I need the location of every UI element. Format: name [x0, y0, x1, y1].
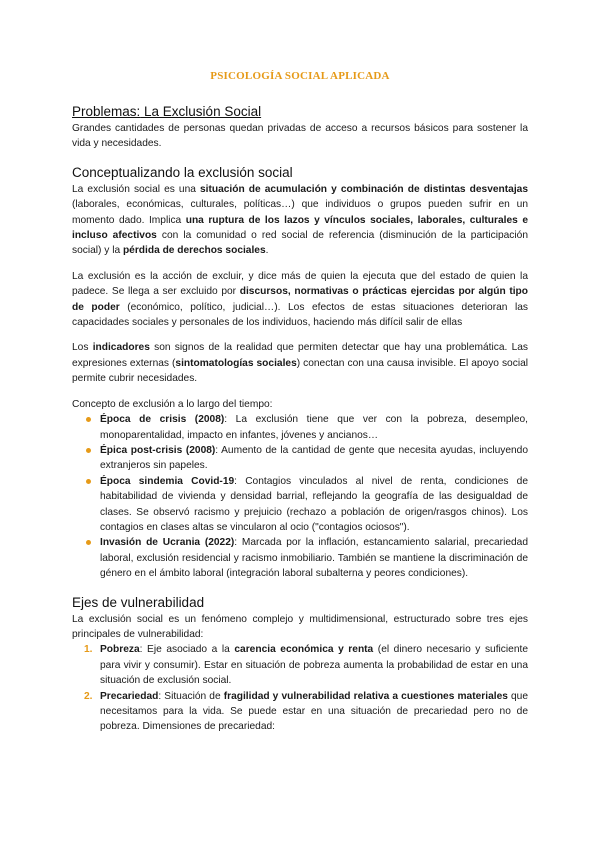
bold-run: Precariedad — [100, 690, 159, 702]
bold-run: Época de crisis (2008) — [100, 414, 225, 426]
bold-run: situación de acumulación y combinación de distintas desventajas — [199, 183, 528, 195]
text-run: : Situación de — [158, 690, 224, 702]
text-run: : Eje asociado a la — [139, 644, 235, 656]
bullet-icon — [86, 448, 91, 453]
bold-run: indicadores — [92, 342, 150, 354]
text-run: ) conectan con una causa invisible. El apoyo social permite cubrir necesidades. — [72, 357, 529, 385]
bullet-icon — [86, 417, 91, 422]
list-number: 2. — [84, 690, 93, 702]
text-run: (laborales, económicas, culturales, políticas…) que individuos o grupos pueden sufrir en un momento dado. Implica — [72, 199, 528, 226]
bold-run: Invasión de Ucrania (2022) — [100, 537, 235, 549]
text-run: . — [265, 245, 269, 257]
paragraph-concepto-tiempo: Concepto de exclusión a lo largo del tiempo: — [72, 398, 273, 410]
text-run: : Aumento de la cantidad de gente que necesita ayudas, incluyendo extranjeros sin papeles. — [100, 444, 528, 472]
section-heading-problemas — [72, 104, 528, 119]
list-item — [72, 535, 528, 581]
heading-prefix: Problemas: — [72, 104, 141, 119]
text-run: son signos de la realidad que permiten detectar que hay una problemática. Las expresiones externas ( — [72, 342, 528, 369]
document-page — [72, 70, 528, 735]
list-item — [72, 474, 528, 536]
bold-run: discursos, normativas o prácticas ejercidas por algún tipo de poder — [72, 286, 528, 313]
bold-run: carencia económica y renta — [234, 644, 374, 656]
text-run: Los — [72, 342, 93, 354]
list-item — [72, 689, 528, 735]
heading-rest: La Exclusión Social — [140, 104, 262, 119]
paragraph-indicadores — [72, 340, 528, 386]
text-run: (el dinero necesario y suficiente para vivir y consumir). Estar en situación de pobreza aumenta la probabilidad de estar en una situación de exclusión social. — [100, 644, 528, 687]
paragraph-problemas: Grandes cantidades de personas quedan privadas de acceso a recursos básicos para sostener la vida y necesidades. — [72, 123, 528, 150]
bold-run: Época sindemia Covid-19 — [100, 475, 235, 487]
text-run: (económico, político, judicial…). Los efectos de estas situaciones deterioran las capacidades sociales y personales de los individuos, haciendo más difícil salir de ellas — [72, 301, 528, 329]
bold-run: sintomatologías sociales — [175, 357, 297, 369]
list-item — [72, 443, 528, 474]
bold-run: fragilidad y vulnerabilidad relativa a cuestiones materiales — [223, 690, 508, 702]
text-run: La exclusión social es una — [72, 183, 200, 195]
timeline-list — [72, 412, 528, 581]
bold-run: Épica post-crisis (2008) — [100, 444, 216, 456]
bold-run: Pobreza — [100, 644, 140, 656]
document-title: PSICOLOGÍA SOCIAL APLICADA — [210, 70, 390, 82]
text-run: : Contagios vinculados al nivel de renta, condiciones de habitabilidad de vivienda y densidad barrial, reflejando la geografía de las desigualdad de clases. Se observó racismo y prejuicio (rechazo a población de origen/rasgos chinos). Los contagios en clases altas se vincularon al ocio ("contagios ociosos"). — [100, 475, 529, 533]
text-run: que necesitamos para la vida. Se puede estar en una situación de precariedad pero no de pobreza. Dimensiones de precariedad: — [100, 690, 529, 733]
list-item — [72, 412, 528, 443]
text-run: : La exclusión tiene que ver con la pobreza, desempleo, monoparentalidad, impacto en infantes, jóvenes y ancianos… — [100, 414, 528, 441]
list-number: 1. — [84, 644, 93, 656]
bullet-icon — [86, 540, 91, 545]
bold-run: una ruptura de los lazos y vínculos sociales, laborales, culturales e incluso afectivos — [72, 214, 528, 242]
text-run: con la comunidad o red social de referencia (disminución de la participación social) y la — [72, 230, 528, 257]
section-heading-conceptualizando: Conceptualizando la exclusión social — [72, 164, 293, 180]
paragraph-definition — [72, 182, 528, 259]
bullet-icon — [86, 479, 91, 484]
text-run: La exclusión es la acción de excluir, y dice más de quien la ejecuta que del estado de quien la padece. Se llega a ser excluido por — [72, 270, 528, 298]
bold-run: pérdida de derechos sociales — [122, 245, 266, 257]
paragraph-exclusion-action — [72, 269, 528, 331]
section-heading-ejes: Ejes de vulnerabilidad — [72, 594, 205, 610]
text-run: : Marcada por la inflación, estancamiento salarial, precariedad laboral, exclusión residencial y racismo inmobiliario. También se mantiene la discriminación de género en el ámbito laboral (integración laboral subalterna y peores condiciones). — [100, 537, 528, 580]
ejes-list — [72, 642, 528, 734]
list-item — [72, 642, 528, 688]
paragraph-ejes-intro: La exclusión social es un fenómeno complejo y multidimensional, estructurado sobre tres ejes principales de vulnerabilidad: — [72, 613, 528, 640]
